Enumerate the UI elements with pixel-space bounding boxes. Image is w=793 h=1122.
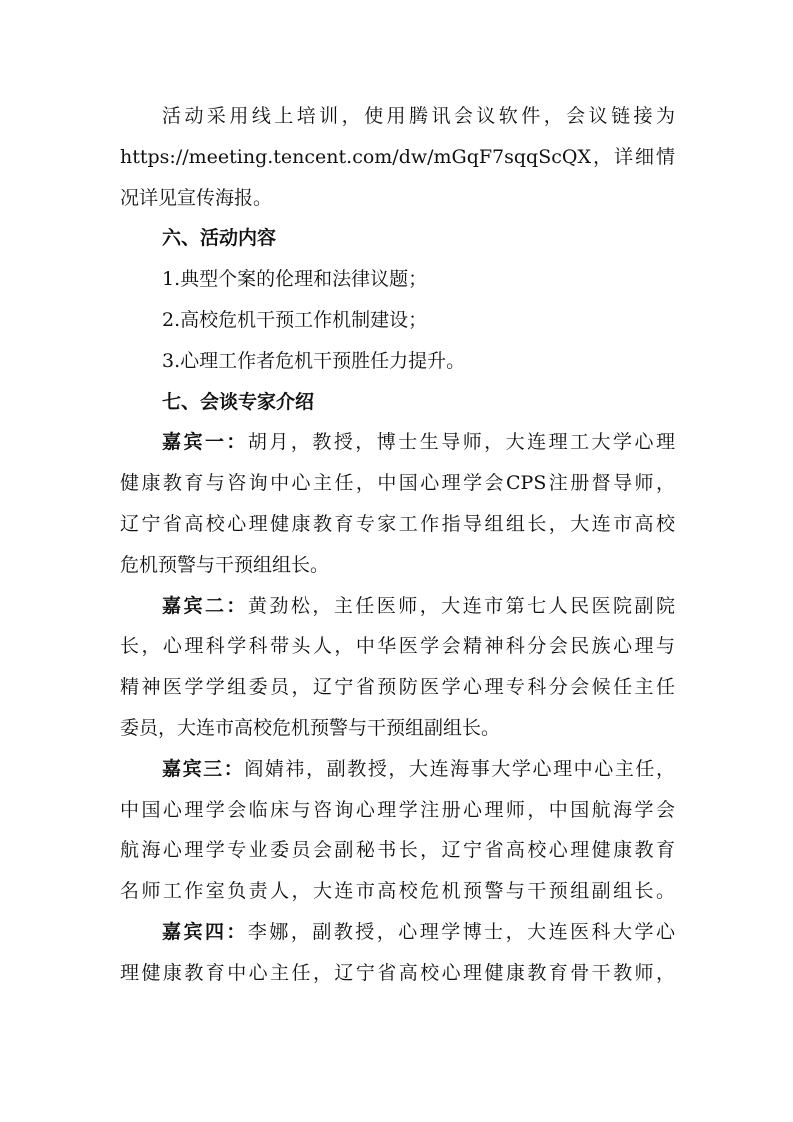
- guest-3-label: 嘉宾三：: [162, 757, 245, 780]
- guest-4-label: 嘉宾四：: [162, 920, 248, 943]
- guest-1-label: 嘉宾一：: [162, 431, 248, 454]
- section-6-item-2: 2.高校危机干预工作机制建设；: [162, 308, 428, 331]
- guest-1-line-3: 辽宁省高校心理健康教育专家工作指导组组长，大连市高校: [120, 512, 675, 535]
- guest-4-intro: 李娜，副教授，心理学博士，大连医科大学心: [247, 920, 675, 943]
- section-7-heading: 七、会谈专家介绍: [162, 390, 315, 413]
- guest-2-label: 嘉宾二：: [162, 594, 248, 617]
- guest-2-first-line: [120, 586, 675, 627]
- guest-3-line-4: 名师工作室负责人，大连市高校危机预警与干预组副组长。: [120, 880, 675, 903]
- section-6-item-1: 1.典型个案的伦理和法律议题；: [162, 268, 428, 291]
- intro-line-2-meeting-link[interactable]: https://meeting.tencent.com/dw/mGqF7sqqScQX，详细情: [120, 145, 675, 168]
- guest-2-intro: 黄劲松，主任医师，大连市第七人民医院副院: [247, 594, 675, 617]
- guest-2-line-2: 长，心理科学科带头人，中华医学会精神科分会民族心理与: [120, 635, 675, 658]
- section-6-item-3: 3.心理工作者危机干预胜任力提升。: [162, 349, 466, 372]
- section-6-heading: 六、活动内容: [162, 227, 277, 250]
- guest-1-first-line: [120, 422, 675, 463]
- document-page: [120, 96, 675, 994]
- guest-3-line-3: 航海心理学专业委员会副秘书长，辽宁省高校心理健康教育: [120, 839, 675, 862]
- guest-1-intro: 胡月，教授，博士生导师，大连理工大学心理: [247, 431, 675, 454]
- guest-2-line-4: 委员，大连市高校危机预警与干预组副组长。: [120, 716, 501, 739]
- guest-4-first-line: [120, 912, 675, 953]
- guest-1-line-4: 危机预警与干预组组长。: [120, 553, 330, 576]
- guest-3-line-2: 中国心理学会临床与咨询心理学注册心理师，中国航海学会: [120, 798, 675, 821]
- guest-3-first-line: [120, 749, 675, 790]
- guest-2-line-3: 精神医学学组委员，辽宁省预防医学心理专科分会候任主任: [120, 676, 675, 699]
- intro-line-1: 活动采用线上培训，使用腾讯会议软件，会议链接为: [162, 105, 675, 127]
- guest-4-line-2: 理健康教育中心主任，辽宁省高校心理健康教育骨干教师，: [120, 961, 675, 984]
- guest-1-line-2: 健康教育与咨询中心主任，中国心理学会CPS注册督导师，: [120, 472, 675, 495]
- intro-line-3: 况详见宣传海报。: [120, 186, 273, 209]
- guest-3-intro: 阎婧祎，副教授，大连海事大学心理中心主任，: [244, 757, 675, 780]
